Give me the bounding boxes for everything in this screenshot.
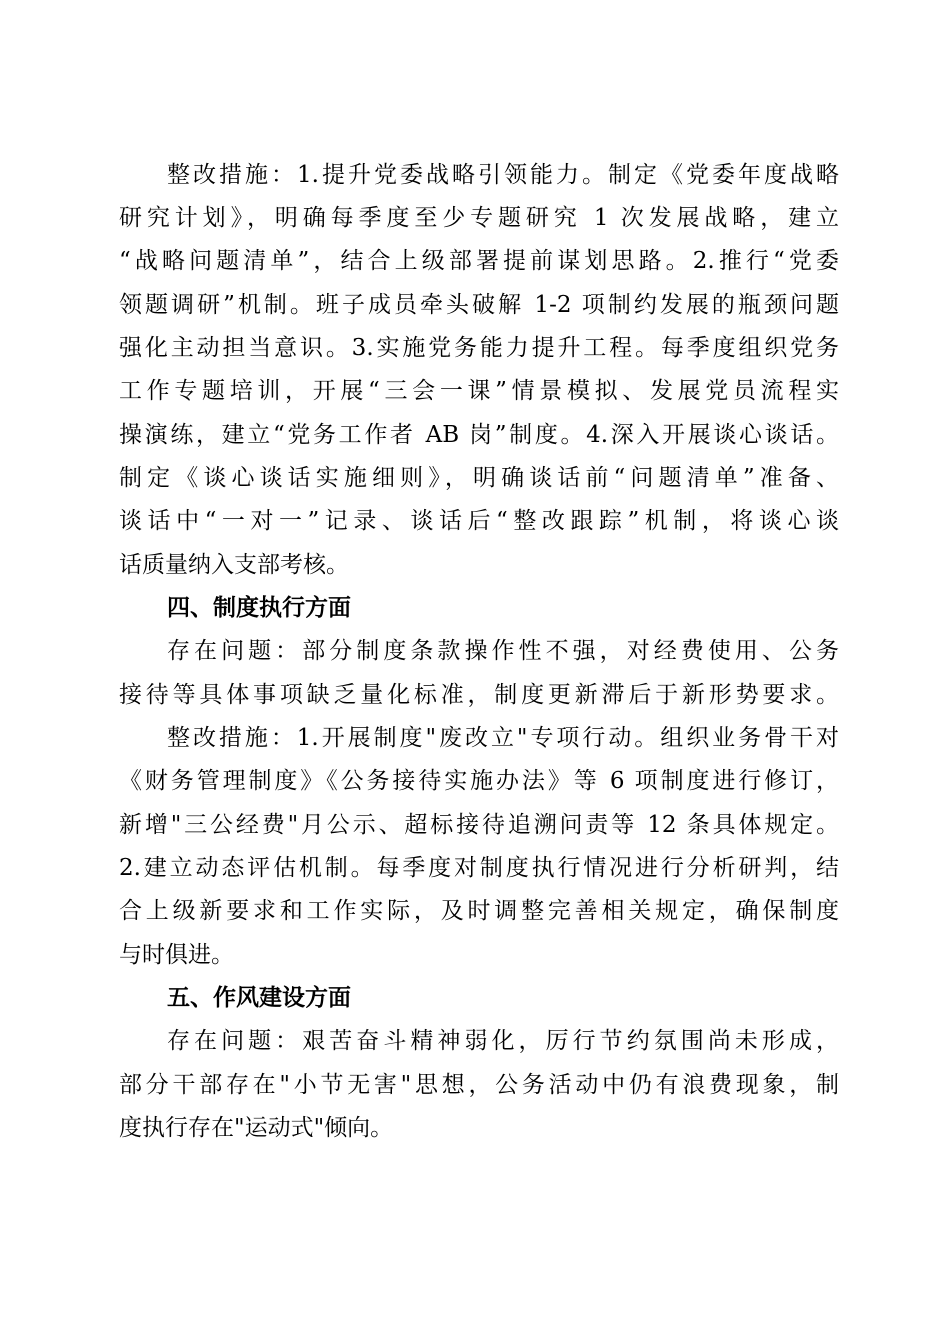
paragraph-line: 接待等具体事项缺乏量化标准，制度更新滞后于新形势要求。 <box>119 682 839 708</box>
section-heading: 四、制度执行方面 <box>167 595 351 621</box>
paragraph-line: 部分干部存在"小节无害"思想，公务活动中仍有浪费现象，制 <box>119 1072 839 1098</box>
paragraph-line: 操演练，建立“党务工作者 AB 岗”制度。4.深入开展谈心谈话。 <box>119 422 839 448</box>
paragraph-line: 新增"三公经费"月公示、超标接待追溯问责等 12 条具体规定。 <box>119 812 839 838</box>
paragraph-line: 谈话中“一对一”记录、谈话后“整改跟踪”机制，将谈心谈 <box>119 508 839 534</box>
paragraph-line: 强化主动担当意识。3.实施党务能力提升工程。每季度组织党务 <box>119 335 839 361</box>
paragraph-line: 合上级新要求和工作实际，及时调整完善相关规定，确保制度 <box>119 898 839 924</box>
paragraph-line: 话质量纳入支部考核。 <box>119 552 349 578</box>
paragraph-line: 2.建立动态评估机制。每季度对制度执行情况进行分析研判，结 <box>119 855 839 881</box>
paragraph-line: 整改措施：1.提升党委战略引领能力。制定《党委年度战略 <box>167 162 839 188</box>
paragraph-line: 工作专题培训，开展“三会一课”情景模拟、发展党员流程实 <box>119 378 839 404</box>
paragraph-line: “战略问题清单”，结合上级部署提前谋划思路。2.推行“党委 <box>119 248 839 274</box>
paragraph-line: 研究计划》，明确每季度至少专题研究 1 次发展战略，建立 <box>119 205 839 231</box>
paragraph-line: 与时俱进。 <box>119 942 234 968</box>
section-heading: 五、作风建设方面 <box>167 985 351 1011</box>
paragraph-line: 存在问题：艰苦奋斗精神弱化，厉行节约氛围尚未形成， <box>167 1028 839 1054</box>
paragraph-line: 领题调研”机制。班子成员牵头破解 1-2 项制约发展的瓶颈问题 <box>119 292 839 318</box>
paragraph-line: 存在问题：部分制度条款操作性不强，对经费使用、公务 <box>167 638 839 664</box>
paragraph-line: 度执行存在"运动式"倾向。 <box>119 1115 394 1141</box>
paragraph-line: 制定《谈心谈话实施细则》，明确谈话前“问题清单”准备、 <box>119 465 839 491</box>
paragraph-line: 整改措施：1.开展制度"废改立"专项行动。组织业务骨干对 <box>167 725 839 751</box>
paragraph-line: 《财务管理制度》《公务接待实施办法》等 6 项制度进行修订， <box>119 768 839 794</box>
